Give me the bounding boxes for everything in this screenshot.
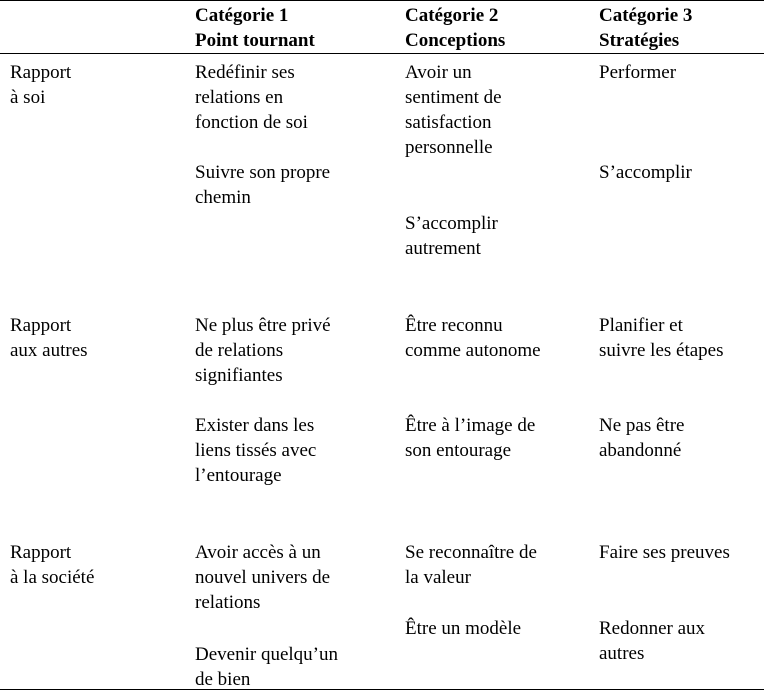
cell-line: signifiantes — [195, 365, 283, 386]
cell-line: Ne pas être — [599, 415, 685, 436]
header-category-1-title: Catégorie 1 — [195, 5, 289, 26]
cell-autres-c1-item1 — [195, 313, 331, 388]
cell-soi-c1-item2 — [195, 160, 330, 210]
cell-soi-c3-item1 — [599, 60, 676, 85]
cell-line: S’accomplir — [405, 213, 498, 234]
cell-line: Être reconnu — [405, 315, 503, 336]
header-category-3-title: Catégorie 3 — [599, 5, 693, 26]
cell-line: Devenir quelqu’un — [195, 644, 338, 665]
cell-line: suivre les étapes — [599, 340, 724, 361]
cell-line: nouvel univers de — [195, 567, 331, 588]
cell-soi-c3-item2 — [599, 160, 692, 185]
cell-line: S’accomplir — [599, 162, 692, 183]
cell-line: Exister dans les — [195, 415, 315, 436]
cell-line: l’entourage — [195, 465, 282, 486]
cell-line: autrement — [405, 238, 481, 259]
cell-line: Être un modèle — [405, 618, 522, 639]
cell-line: Suivre son propre — [195, 162, 331, 183]
row-label-line: aux autres — [10, 340, 88, 361]
row-label-autres — [10, 313, 88, 363]
row-label-soi — [10, 60, 71, 110]
cell-line: Faire ses preuves — [599, 542, 730, 563]
cell-line: satisfaction — [405, 112, 492, 133]
cell-line: Redéfinir ses — [195, 62, 295, 83]
cell-line: Redonner aux — [599, 618, 706, 639]
row-label-societe — [10, 540, 94, 590]
cell-autres-c3-item2 — [599, 413, 684, 463]
header-category-1-subtitle: Point tournant — [195, 30, 315, 51]
cell-line: Avoir accès à un — [195, 542, 321, 563]
header-category-2 — [405, 3, 505, 53]
table-top-rule — [0, 0, 764, 1]
cell-line: abandonné — [599, 440, 682, 461]
header-category-2-title: Catégorie 2 — [405, 5, 499, 26]
header-category-1 — [195, 3, 315, 53]
table-bottom-rule — [0, 689, 764, 690]
table-header-rule — [0, 53, 764, 54]
cell-autres-c1-item2 — [195, 413, 316, 488]
row-label-line: Rapport — [10, 315, 72, 336]
header-category-3-subtitle: Stratégies — [599, 30, 680, 51]
cell-soi-c2-item1 — [405, 60, 502, 160]
header-category-2-subtitle: Conceptions — [405, 30, 506, 51]
cell-societe-c1-item1 — [195, 540, 330, 615]
cell-line: chemin — [195, 187, 251, 208]
cell-line: de bien — [195, 669, 251, 690]
row-label-line: à la société — [10, 567, 95, 588]
cell-autres-c2-item2 — [405, 413, 535, 463]
row-label-line: Rapport — [10, 542, 72, 563]
cell-line: Se reconnaître de — [405, 542, 537, 563]
cell-line: autres — [599, 643, 645, 664]
cell-line: de relations — [195, 340, 284, 361]
cell-line: relations — [195, 592, 261, 613]
cell-line: relations en — [195, 87, 284, 108]
cell-line: liens tissés avec — [195, 440, 317, 461]
cell-soi-c1-item1 — [195, 60, 308, 135]
cell-autres-c3-item1 — [599, 313, 724, 363]
cell-autres-c2-item1 — [405, 313, 541, 363]
cell-line: fonction de soi — [195, 112, 308, 133]
cell-line: Performer — [599, 62, 677, 83]
cell-societe-c3-item1 — [599, 540, 730, 565]
cell-societe-c3-item2 — [599, 616, 705, 666]
row-label-line: Rapport — [10, 62, 72, 83]
row-label-line: à soi — [10, 87, 46, 108]
cell-line: Être à l’image de — [405, 415, 536, 436]
cell-societe-c1-item2 — [195, 642, 338, 692]
cell-line: son entourage — [405, 440, 512, 461]
header-category-3 — [599, 3, 692, 53]
cell-societe-c2-item1 — [405, 540, 537, 590]
cell-line: sentiment de — [405, 87, 502, 108]
cell-line: Planifier et — [599, 315, 683, 336]
cell-line: Avoir un — [405, 62, 472, 83]
cell-line: personnelle — [405, 137, 493, 158]
cell-societe-c2-item2 — [405, 616, 521, 641]
cell-line: comme autonome — [405, 340, 541, 361]
cell-soi-c2-item2 — [405, 211, 498, 261]
cell-line: Ne plus être privé — [195, 315, 331, 336]
cell-line: la valeur — [405, 567, 471, 588]
